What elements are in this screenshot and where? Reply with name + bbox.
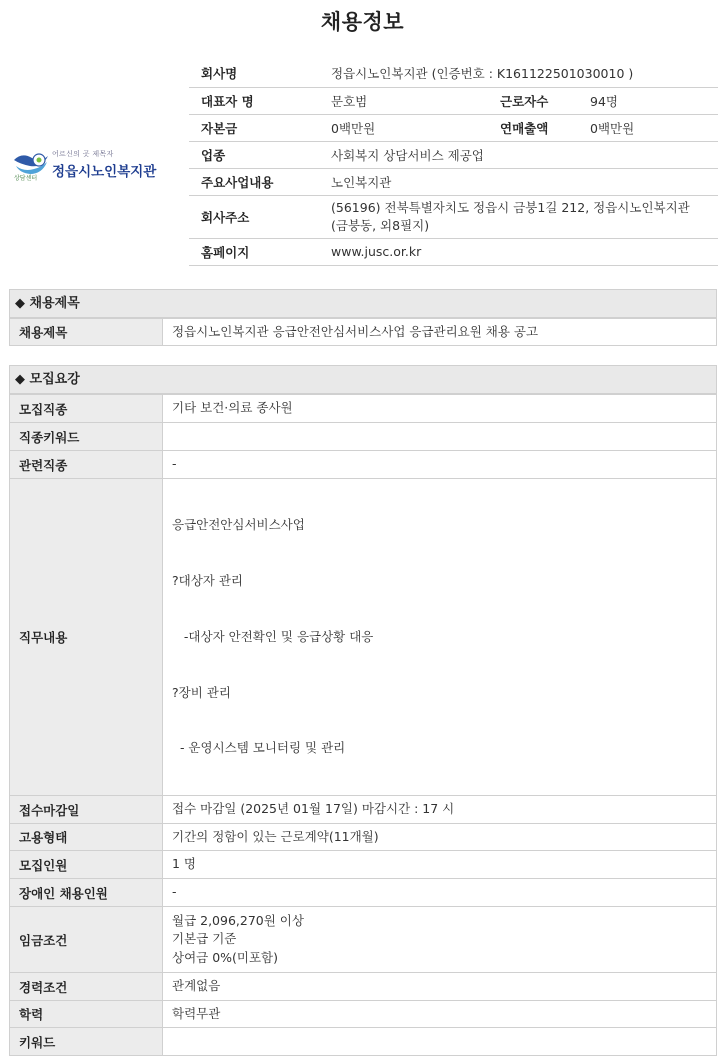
info-label: 자본금 xyxy=(189,114,319,141)
info-row-name xyxy=(189,60,718,87)
row-value: 정읍시노인복지관 응급안전안심서비스사업 응급관리요원 채용 공고 xyxy=(163,319,717,346)
row-value xyxy=(163,1001,717,1028)
row-line: 접수 마감일 (2025년 01월 17일) 마감시간 : 17 시 xyxy=(172,801,455,817)
table-row xyxy=(10,451,717,479)
row-line: - xyxy=(172,884,177,900)
table-row xyxy=(10,423,717,451)
info-value: 0백만원 xyxy=(319,114,500,141)
title-section xyxy=(9,289,717,346)
info-label: 연매출액 xyxy=(500,114,578,141)
row-line: 1 명 xyxy=(172,856,197,872)
info-row-address xyxy=(189,195,718,238)
table-row xyxy=(10,907,717,973)
row-line: -대상자 안전확인 및 응급상황 대응 xyxy=(172,628,374,644)
table-row xyxy=(10,824,717,851)
row-line: 기간의 정함이 있는 근로계약(11개월) xyxy=(172,828,379,844)
info-label: 홈페이지 xyxy=(189,238,319,265)
table-row xyxy=(10,479,717,796)
info-value: 정읍시노인복지관 (인증번호 : K161122501030010 ) xyxy=(319,60,718,87)
row-line: 기타 보건·의료 종사원 xyxy=(172,400,293,416)
company-info-table xyxy=(189,60,718,266)
title-table xyxy=(9,318,717,346)
info-value: 문호범 xyxy=(319,87,500,114)
info-row-business xyxy=(189,168,718,195)
row-line: 기본급 기준 xyxy=(172,931,237,947)
logo-tag: 상담센터 xyxy=(14,175,38,182)
recruit-section xyxy=(9,365,717,1056)
section-header: ◆ 모집요강 xyxy=(9,365,717,394)
info-label: 대표자 명 xyxy=(189,87,319,114)
table-row xyxy=(10,796,717,824)
table-row xyxy=(10,879,717,907)
row-value xyxy=(163,1028,717,1056)
row-label: 모집인원 xyxy=(10,851,163,879)
info-value: 사회복지 상담서비스 제공업 xyxy=(319,141,718,168)
info-label: 회사명 xyxy=(189,60,319,87)
row-line: ?대상자 관리 xyxy=(172,572,243,588)
row-line: 학력무관 xyxy=(172,1005,221,1021)
info-value: 94명 xyxy=(578,87,718,114)
row-label: 직종키워드 xyxy=(10,423,163,451)
row-line: 응급안전안심서비스사업 xyxy=(172,517,305,533)
row-value xyxy=(163,973,717,1001)
table-row xyxy=(10,1001,717,1028)
row-value xyxy=(163,423,717,451)
info-row-homepage xyxy=(189,238,718,265)
info-label: 회사주소 xyxy=(189,195,319,238)
row-label: 채용제목 xyxy=(10,319,163,346)
info-label: 근로자수 xyxy=(500,87,578,114)
row-line: - 운영시스템 모니터링 및 관리 xyxy=(172,740,346,756)
info-row-ceo xyxy=(189,87,718,114)
row-value xyxy=(163,907,717,973)
homepage-link[interactable]: www.jusc.or.kr xyxy=(319,238,718,265)
info-row-capital xyxy=(189,114,718,141)
row-label: 장애인 채용인원 xyxy=(10,879,163,907)
info-value: (56196) 전북특별자치도 정읍시 금붕1길 212, 정읍시노인복지관 (금붕동, 외8필지) xyxy=(319,195,718,238)
row-value xyxy=(163,796,717,824)
row-label: 고용형태 xyxy=(10,824,163,851)
company-info xyxy=(8,60,718,270)
row-label: 직무내용 xyxy=(10,479,163,796)
logo-slogan: 어르신의 곳 제목자 xyxy=(52,150,114,158)
row-value xyxy=(163,451,717,479)
table-row xyxy=(10,395,717,423)
row-line: 상여금 0%(미포함) xyxy=(172,949,279,965)
row-value xyxy=(163,395,717,423)
row-value xyxy=(163,824,717,851)
row-label: 경력조건 xyxy=(10,973,163,1001)
row-line: 월급 2,096,270원 이상 xyxy=(172,912,304,928)
recruit-table xyxy=(9,394,717,1056)
table-row xyxy=(10,851,717,879)
info-value: 노인복지관 xyxy=(319,168,718,195)
row-line: ?장비 관리 xyxy=(172,684,231,700)
info-value: 0백만원 xyxy=(578,114,718,141)
page-title: 채용정보 xyxy=(320,10,405,34)
company-logo xyxy=(12,146,167,186)
row-label: 관련직종 xyxy=(10,451,163,479)
info-row-industry xyxy=(189,141,718,168)
table-row xyxy=(10,1028,717,1056)
logo-name: 정읍시노인복지관 xyxy=(52,164,157,180)
row-label: 모집직종 xyxy=(10,395,163,423)
row-label: 접수마감일 xyxy=(10,796,163,824)
row-label: 임금조건 xyxy=(10,907,163,973)
info-label: 주요사업내용 xyxy=(189,168,319,195)
table-row xyxy=(10,973,717,1001)
section-header: ◆ 채용제목 xyxy=(9,289,717,318)
info-label: 업종 xyxy=(189,141,319,168)
row-label: 학력 xyxy=(10,1001,163,1028)
table-row xyxy=(10,319,717,346)
row-value xyxy=(163,851,717,879)
row-line: - xyxy=(172,456,177,472)
row-value xyxy=(163,479,717,796)
row-value xyxy=(163,879,717,907)
row-line: 관계없음 xyxy=(172,978,221,994)
row-label: 키워드 xyxy=(10,1028,163,1056)
